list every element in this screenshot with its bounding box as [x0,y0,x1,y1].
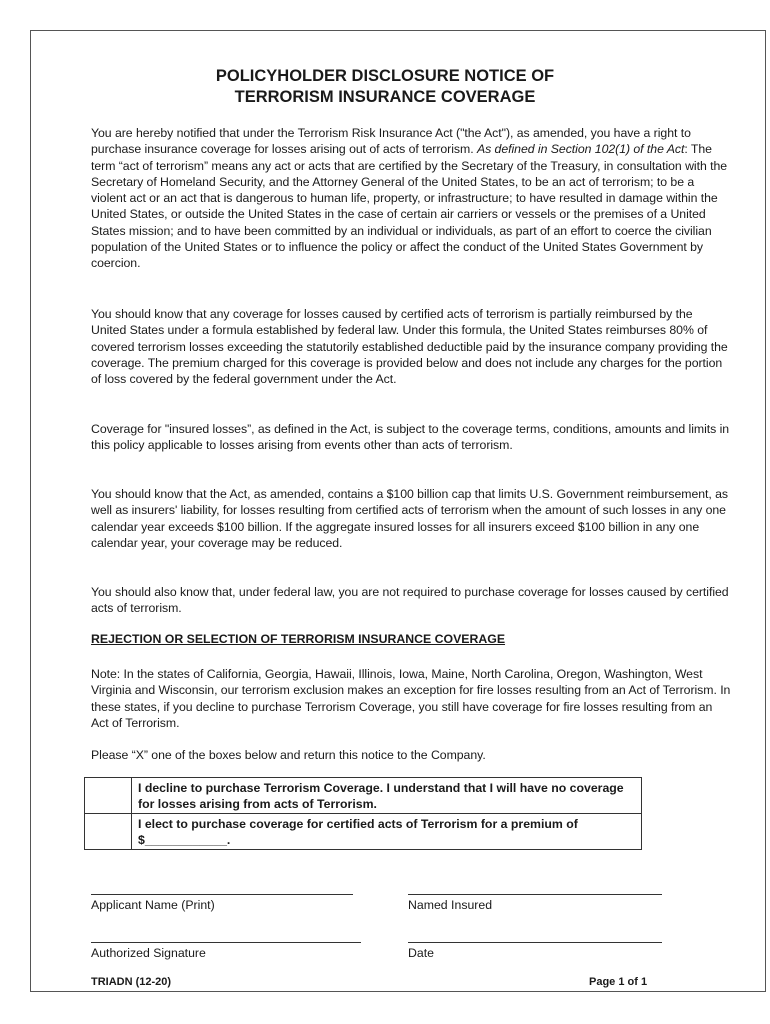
act-definition-reference: As defined in Section 102(1) of the Act [476,142,685,157]
authorized-signature-line[interactable] [91,942,361,943]
decline-option-row [85,778,642,814]
elect-checkbox[interactable] [85,814,132,850]
decline-option-text: I decline to purchase Terrorism Coverage. I understand that I will have no coverage for losses arising from acts of Terrorism. [132,778,642,814]
insured-losses-paragraph: Coverage for "insured losses”, as defined in the Act, is subject to the coverage terms, conditions, amounts and limits in this policy applicable to losses arising from events other than acts of terrorism. [91,422,730,453]
named-insured-label: Named Insured [408,898,493,912]
form-number: TRIADN (12-20) [91,976,172,988]
document-title [30,66,740,108]
decline-checkbox[interactable] [85,778,132,814]
title-line-1: POLICYHOLDER DISCLOSURE NOTICE OF [215,67,555,85]
cap-paragraph: You should know that the Act, as amended, contains a $100 billion cap that limits U.S. Government reimbursement, as well as insurers' liability, for losses resulting from certified acts of terrorism when the amount of such losses in any one calendar year exceeds $100 billion. If the aggregate insured losses for all insurers exceed $100 billion in any one calendar year, your coverage may be reduced. [91,487,729,550]
notification-text-a: You are hereby notified that under the Terrorism Risk Insurance Act ("the Act"), as amended, you have a right to purchase insurance coverage for losses arising out of acts of terrorism. [91,126,691,157]
applicant-name-label: Applicant Name (Print) [91,898,215,912]
selection-instruction: Please “X” one of the boxes below and return this notice to the Company. [91,748,486,762]
elect-option-row [85,814,642,850]
state-exception-note: Note: In the states of California, Georgia, Hawaii, Illinois, Iowa, Maine, North Carolina, Oregon, Washington, West Virginia and Wisconsin, our terrorism exclusion makes an exception for fire losses resulting from an Act of Terrorism. In these states, if you decline to purchase Terrorism Coverage, you still have coverage for fire losses resulting from an Act of Terrorism. [91,667,731,730]
authorized-signature-label: Authorized Signature [91,946,206,960]
named-insured-line[interactable] [408,894,662,895]
title-line-2: TERRORISM INSURANCE COVERAGE [234,88,536,106]
rejection-selection-heading: REJECTION OR SELECTION OF TERRORISM INSURANCE COVERAGE [91,632,506,646]
page-number: Page 1 of 1 [589,976,648,988]
not-required-paragraph: You should also know that, under federal law, you are not required to purchase coverage for losses caused by certified acts of terrorism. [91,585,729,616]
date-label: Date [408,946,434,960]
notification-text-b: : The term “act of terrorism” means any act or acts that are certified by the Secretary of the Treasury, in consultation with the Secretary of Homeland Security, and the Attorney General of the United States, to be an act of terrorism; to be a violent act or an act that is dangerous to human life, property, or infrastructure; to have resulted in damage within the United States, or outside the United States in the case of certain air carriers or vessels or the premises of a United States mission; and to have been committed by an individual or individuals, as part of an effort to coerce the civilian population of the United States or to influence the policy or affect the conduct of the United States Government by coercion. [91,142,728,271]
elect-option-text: I elect to purchase coverage for certified acts of Terrorism for a premium of $____________. [132,814,642,850]
date-line[interactable] [408,942,662,943]
coverage-selection-table [84,777,642,850]
applicant-name-line[interactable] [91,894,353,895]
notification-paragraph [91,125,731,272]
reimbursement-paragraph: You should know that any coverage for losses caused by certified acts of terrorism is partially reimbursed by the United States under a formula established by federal law. Under this formula, the United States reimburses 80% of covered terrorism losses exceeding the statutorily established deductible paid by the insurance company providing the coverage. The premium charged for this coverage is provided below and does not include any charges for the portion of loss covered by the federal government under the Act. [91,307,728,387]
